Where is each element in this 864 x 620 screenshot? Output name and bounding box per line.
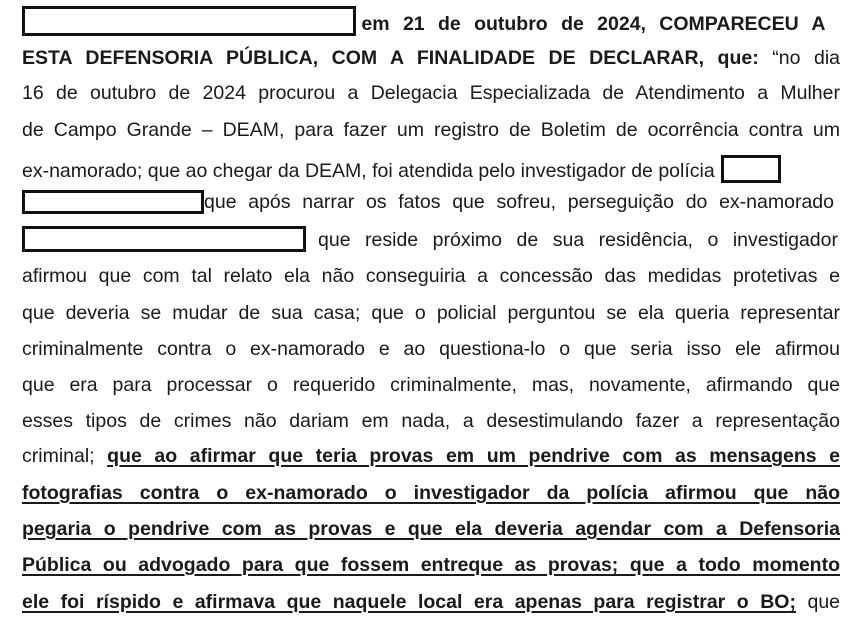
doc-line-6 (22, 190, 840, 214)
doc-line-16: Pública ou advogado para que fossem entreque as provas; que a todo momento (22, 554, 840, 576)
redaction-box (22, 190, 204, 214)
doc-line-17 (22, 590, 840, 614)
doc-line-11: que era para processar o requerido criminalmente, mas, novamente, afirmando que (22, 374, 840, 396)
doc-line-2-text: “no dia (758, 47, 841, 69)
doc-line-1 (22, 6, 840, 36)
doc-line-4: de Campo Grande – DEAM, para fazer um registro de Boletim de ocorrência contra um (22, 119, 840, 141)
doc-line-13-underlined: que ao afirmar que teria provas em um pendrive com as mensagens e (107, 445, 840, 467)
doc-line-6-text: que após narrar os fatos que sofreu, perseguição do ex-namorado (204, 191, 834, 213)
redaction-box (22, 226, 306, 252)
doc-line-5-text: ex-namorado; que ao chegar da DEAM, foi atendida pelo investigador de polícia (22, 160, 715, 182)
doc-line-10: criminalmente contra o ex-namorado e ao questiona-lo o que seria isso ele afirmou (22, 338, 840, 360)
doc-line-7-text: que reside próximo de sua residência, o investigador (318, 229, 838, 251)
doc-line-2 (22, 46, 840, 70)
doc-line-13 (22, 444, 840, 468)
doc-line-3: 16 de outubro de 2024 procurou a Delegacia Especializada de Atendimento a Mulher (22, 82, 840, 104)
doc-line-5 (22, 155, 862, 183)
doc-line-13-text: criminal; (22, 445, 108, 467)
doc-line-2-bold: ESTA DEFENSORIA PÚBLICA, COM A FINALIDADE DE DECLARAR, que: (22, 47, 759, 69)
doc-line-17-text: que (795, 591, 841, 613)
doc-line-17-underlined: ele foi ríspido e afirmava que naquele local era apenas para registrar o BO; (22, 591, 796, 613)
redaction-box (721, 155, 781, 183)
doc-line-1-text: em 21 de outubro de 2024, COMPARECEU A (361, 13, 826, 35)
doc-line-8: afirmou que com tal relato ela não conseguiria a concessão das medidas protetivas e (22, 265, 840, 287)
doc-line-14: fotografias contra o ex-namorado o investigador da polícia afirmou que não (22, 482, 840, 504)
doc-line-7 (22, 226, 840, 252)
redaction-box (22, 6, 356, 36)
doc-line-9: que deveria se mudar de sua casa; que o policial perguntou se ela queria representar (22, 302, 840, 324)
doc-line-15: pegaria o pendrive com as provas e que ela deveria agendar com a Defensoria (22, 518, 840, 540)
doc-line-12: esses tipos de crimes não dariam em nada, a desestimulando fazer a representação (22, 410, 840, 432)
